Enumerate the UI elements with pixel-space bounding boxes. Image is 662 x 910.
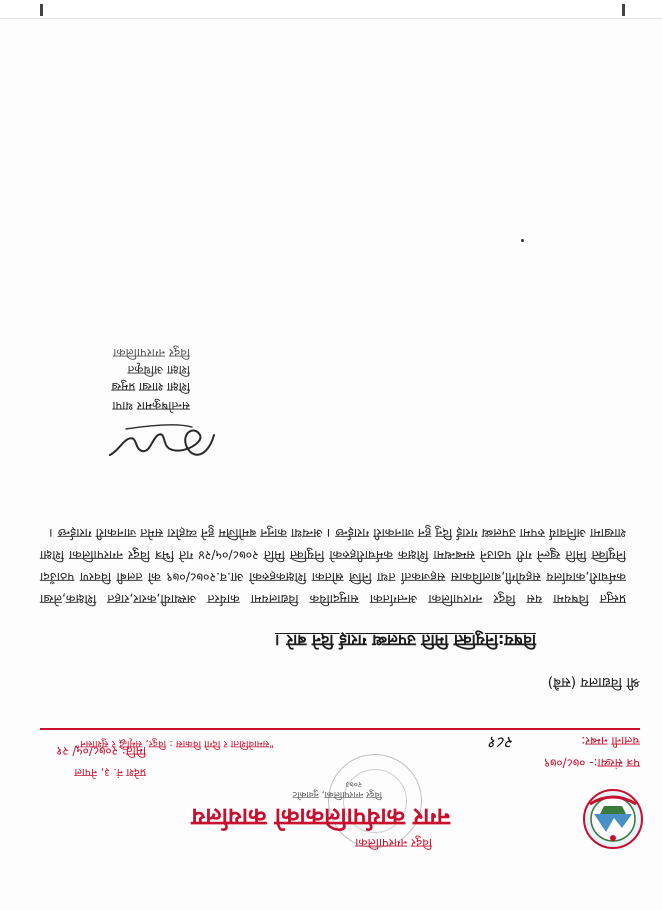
dispatch-number-label: चलानी नम्बर: bbox=[581, 734, 640, 748]
seal-year: २०७३ bbox=[345, 780, 362, 789]
organization-sub-name: विदुर नगरपालिका bbox=[355, 836, 432, 850]
letter-date: मिति: २०७८/०५/ २१ bbox=[56, 744, 146, 758]
dispatch-number-value: २८१ bbox=[489, 733, 514, 752]
province-label: प्रदेश नं. ३, नेपाल bbox=[74, 766, 146, 779]
signatory-title: शिक्षा शाखा प्रमुख bbox=[111, 380, 190, 394]
subject-line: विषय:नियुक्ति मिति उपलब्ध गराई दिने बारे । bbox=[274, 631, 536, 650]
letter-number: पत्र संख्या:- ०७८/०७९ bbox=[543, 756, 640, 770]
addressee: श्री विद्यालय (सबै) bbox=[547, 674, 640, 690]
letter-body: प्रस्तुत विषयमा यस विदुर नगरपालिका अन्तर्गतका सामुदायिक विद्यालयमा कार्यरत अस्थायी,करार,राहत शिक्षक,लेखा कर्मचारी,कार्यालय सहयोगी,बालविकास सहजकर्ता तथा निजि स्रोतका शिक्षकहरुको आ.व.२०७८/०७९ को तलबी विवरण पठाउँदा नियुक्ति मिति खुल्ने गरी पठाउने सम्बन्धमा शिक्षक कर्मचारीहरुको नियुक्ति मिति २०७८/०५/२४ गते भित्र विदुर नगरपालिका शिक्षा शाखामा अनिवार्य रुपमा उपलब्ध गराई दिनु हुन जानकारी गराईन्छ । अन्यथा कानुन बमोजिम हुने व्यहोरा समेत जानकारी गराईन्छ । bbox=[40, 526, 626, 607]
signatory-designation: शिक्षा अधिकृत bbox=[127, 363, 190, 377]
signatory-office: विदुर नगरपालिका bbox=[113, 346, 190, 360]
nepal-government-emblem-icon bbox=[582, 788, 644, 850]
seal-address: विदुर नगरपालिका, नुवाकोट bbox=[292, 789, 382, 799]
letterhead-slogan: "समावेशिता र दिगो विकास : विदुर, समृद्धि र सुशासन" bbox=[75, 738, 274, 749]
organization-main-name: नगर कार्यपालिकाको कार्यालय bbox=[191, 803, 450, 831]
letterhead-divider bbox=[40, 728, 640, 730]
handwritten-signature bbox=[102, 415, 222, 475]
scan-speck bbox=[521, 239, 524, 242]
signatory-name: सन्तोषकुमार थापा bbox=[112, 399, 190, 413]
